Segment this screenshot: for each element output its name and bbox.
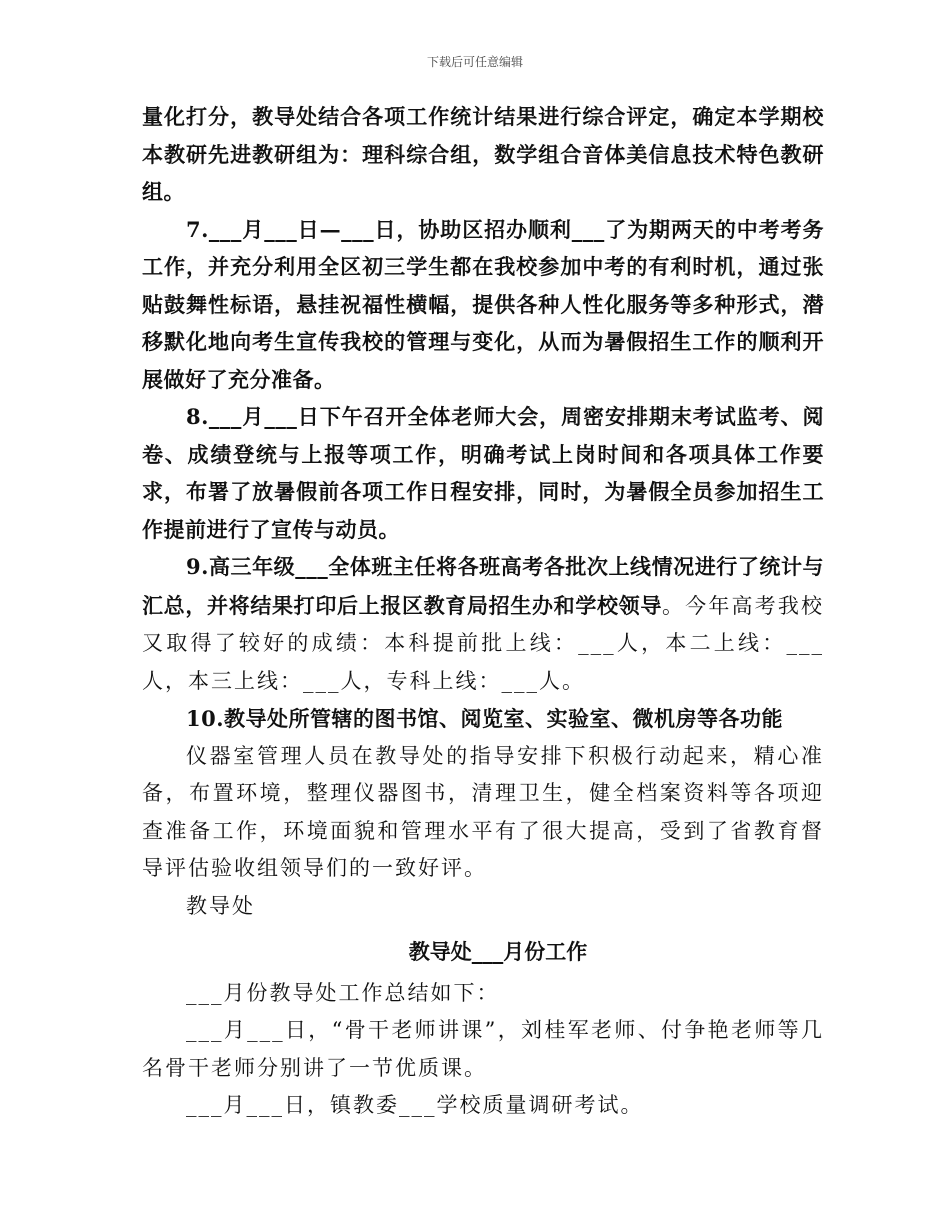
paragraph-item-7: 7.___月___日—___日，协助区招办顺利___了为期两天的中考考务工作，并充分利用全区初三学生都在我校参加中考的有利时机，通过张贴鼓舞性标语，悬挂祝福性横幅，提供各种人性化服务等多种形式，潜移默化地向考生宣传我校的管理与变化，从而为暑假招生工作的顺利开展做好了充分准备。 [142, 216, 824, 392]
paragraph-intro: 量化打分，教导处结合各项工作统计结果进行综合评定，确定本学期校本教研先进教研组为：理科综合组，数学组合音体美信息技术特色教研组。 [142, 104, 824, 204]
signature: 教导处 [186, 893, 255, 918]
item-9-normal-text: 。今年高考我校又取得了较好的成绩：本科提前批上线：___人，本二上线：___人，本三上线：___人，专科上线：___人。 [142, 593, 824, 693]
page-header-note: 下载后可任意编辑 [426, 55, 523, 69]
summary-line-2: ___月___日，“骨干老师讲课”，刘桂军老师、付争艳老师等几名骨干老师分别讲了一节优质课。 [142, 1018, 824, 1080]
document-body [142, 98, 824, 1125]
paragraph-item-8: 8.___月___日下午召开全体老师大会，周密安排期末考试监考、阅卷、成绩登统与上报等项工作，明确考试上岗时间和各项具体工作要求，布署了放暑假前各项工作日程安排，同时，为暑假全员参加招生工作提前进行了宣传与动员。 [142, 404, 824, 542]
summary-line-3: ___月___日，镇教委___学校质量调研考试。 [186, 1093, 644, 1117]
paragraph-item-10-heading: 10.教导处所管辖的图书馆、阅览室、实验室、微机房等各功能 [186, 706, 784, 731]
paragraph-item-10-body: 仪器室管理人员在教导处的指导安排下积极行动起来，精心准备，布置环境，整理仪器图书，清理卫生，健全档案资料等各项迎查准备工作，环境面貌和管理水平有了很大提高，受到了省教育督导评估验收组领导们的一致好评。 [142, 743, 824, 880]
section-title: 教导处___月份工作 [408, 939, 588, 964]
paragraph-item-9 [142, 548, 824, 700]
summary-line-1: ___月份教导处工作总结如下： [186, 980, 500, 1005]
item-9-bold-text: 9.高三年级___全体班主任将各班高考各批次上线情况进行了统计与汇总，并将结果打印后上报区教育局招生办和学校领导 [142, 554, 824, 618]
